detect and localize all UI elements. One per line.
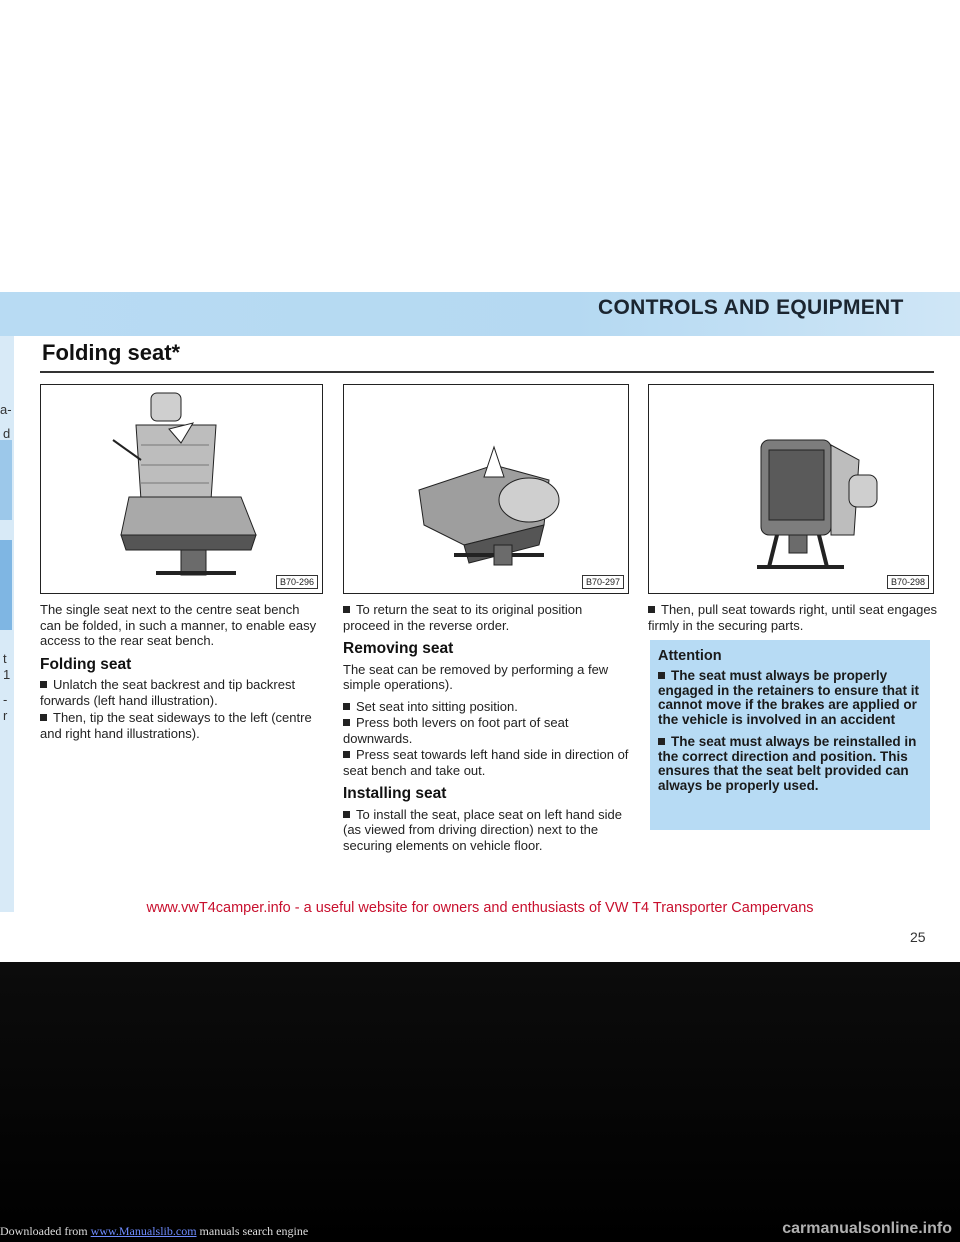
downloaded-from-note: Downloaded from www.Manualslib.com manuals search engine	[0, 1224, 309, 1238]
seat-illustration-icon	[41, 385, 321, 592]
subheading-installing-seat: Installing seat	[343, 785, 447, 802]
attention-item: The seat must always be reinstalled in the correct direction and position. This ensures that the seat belt provided can always be properly used.	[658, 734, 917, 793]
bullet-icon	[648, 606, 655, 613]
figure-code: B70-296	[276, 575, 318, 589]
bullet-icon	[343, 719, 350, 726]
column-1	[40, 602, 323, 747]
margin-fragment: t	[3, 651, 7, 666]
bullet-icon	[40, 714, 47, 721]
attention-title: Attention	[658, 648, 722, 664]
left-margin-accent-dark	[0, 540, 12, 630]
bullet-icon	[343, 751, 350, 758]
page-number: 25	[910, 929, 926, 945]
heading-rule	[40, 371, 934, 373]
figure-code: B70-297	[582, 575, 624, 589]
seat-tipped-illustration-icon	[344, 385, 627, 592]
bullet-icon	[658, 672, 665, 679]
list-item: Then, tip the seat sideways to the left (centre and right hand illustrations).	[40, 710, 312, 741]
list-item: Set seat into sitting position.	[343, 699, 630, 715]
section-title: CONTROLS AND EQUIPMENT	[598, 296, 904, 319]
list-item: Press seat towards left hand side in direction of seat bench and take out.	[343, 747, 629, 778]
figure-code: B70-298	[887, 575, 929, 589]
margin-fragment: 1	[3, 667, 11, 682]
column-3	[648, 602, 938, 639]
attention-item: The seat must always be properly engaged in the retainers to ensure that it cannot move if the brakes are applied or the vehicle is involved in an accident	[658, 668, 920, 727]
subheading-removing-seat: Removing seat	[343, 640, 454, 657]
figure-seat-backrest	[40, 384, 323, 594]
margin-fragment: d	[3, 426, 11, 441]
list-item: Press both levers on foot part of seat downwards.	[343, 715, 569, 746]
site-note-link[interactable]: www.vwT4camper.info - a useful website for owners and enthusiasts of VW T4 Transporter Campervans	[146, 900, 814, 916]
left-margin-accent	[0, 440, 12, 520]
margin-fragment: a-	[0, 402, 12, 417]
list-item: Unlatch the seat backrest and tip backrest forwards (left hand illustration).	[40, 677, 296, 708]
list-item: To install the seat, place seat on left hand side (as viewed from driving direction) next to the securing elements on vehicle floor.	[343, 806, 622, 853]
margin-fragment: -	[3, 692, 8, 707]
intro-paragraph: The single seat next to the centre seat bench can be folded, in such a manner, to enable easy access to the rear seat bench.	[40, 602, 317, 648]
bullet-icon	[658, 738, 665, 745]
bullet-icon	[343, 606, 350, 613]
subheading-folding-seat: Folding seat	[40, 655, 132, 673]
attention-box	[650, 640, 930, 830]
bullet-icon	[40, 681, 47, 688]
bullet-icon	[343, 703, 350, 710]
page-heading: Folding seat*	[42, 340, 181, 365]
list-item: Then, pull seat towards right, until seat engages firmly in the securing parts.	[648, 602, 938, 633]
figure-seat-tipped	[343, 384, 629, 594]
column-2	[343, 602, 630, 859]
removing-intro: The seat can be removed by performing a few simple operations).	[343, 661, 609, 692]
bullet-icon	[343, 811, 350, 818]
figure-seat-sideways	[648, 384, 934, 594]
margin-fragment: r	[3, 708, 8, 723]
list-item: To return the seat to its original position proceed in the reverse order.	[343, 602, 583, 633]
manualslib-link[interactable]: www.Manualslib.com	[90, 1224, 197, 1238]
seat-sideways-illustration-icon	[649, 385, 932, 592]
watermark-text: carmanualsonline.info	[782, 1220, 952, 1237]
scan-bottom-area	[0, 962, 960, 1242]
